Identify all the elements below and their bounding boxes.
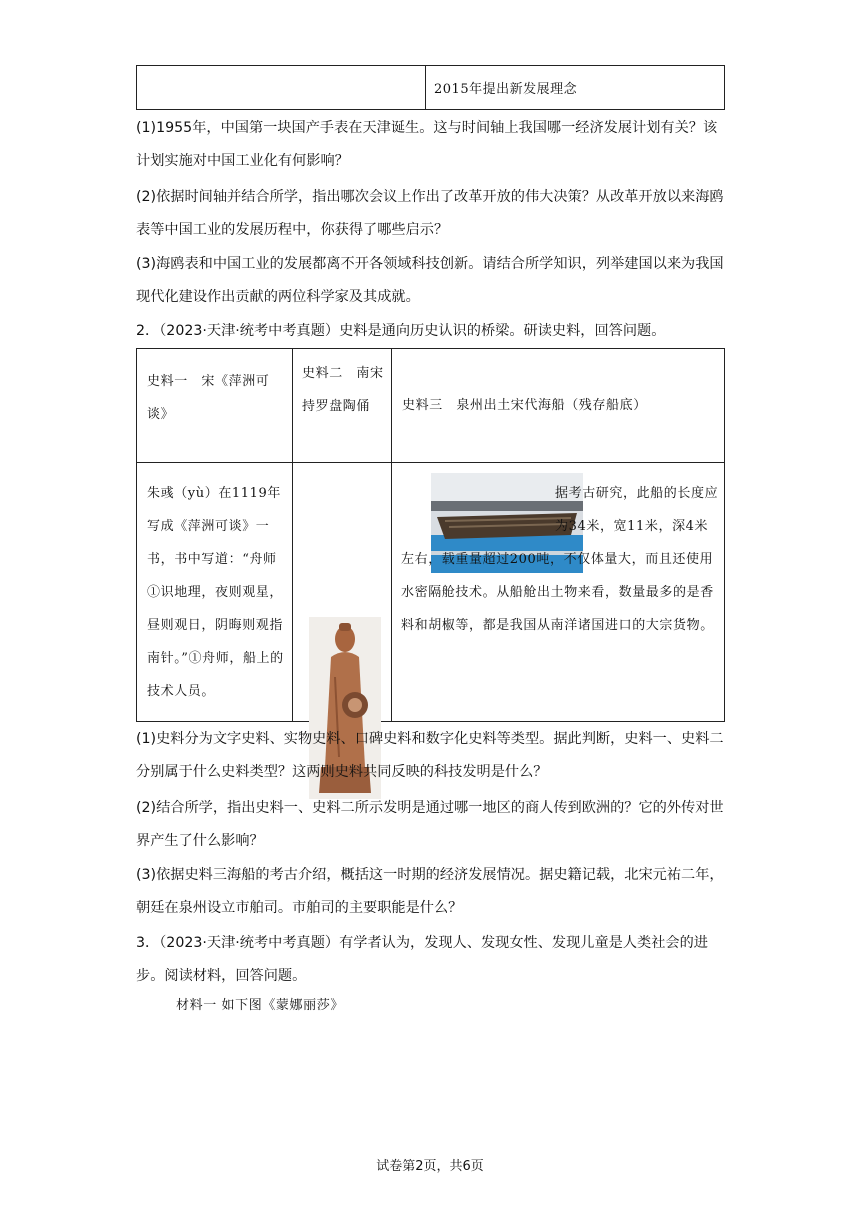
empty-cell: [137, 66, 426, 109]
source-table-body-row: [137, 463, 724, 721]
material-one-label: 材料一 如下图《蒙娜丽莎》: [176, 998, 344, 1013]
q2-part3: (3)依据史料三海船的考古介绍，概括这一时期的经济发展情况。据史籍记载，北宋元祐二年，朝廷在泉州设立市舶司。市舶司的主要职能是什么？: [136, 867, 724, 916]
q2-part1: (1)史料分为文字史料、实物史料、口碑史料和数字化史料等类型。据此判断，史料一、史料二分别属于什么史料类型？这两则史料共同反映的科技发明是什么？: [136, 731, 724, 780]
q1-part1: (1)1955年，中国第一块国产手表在天津诞生。这与时间轴上我国哪一经济发展计划有关？该计划实施对中国工业化有何影响？: [136, 120, 718, 169]
source-table: [136, 348, 725, 722]
source-3-header: 史料三 泉州出土宋代海船（残存船底）: [402, 398, 647, 413]
q2-part2: (2)结合所学，指出史料一、史料二所示发明是通过哪一地区的商人传到欧洲的？它的外传对世界产生了什么影响？: [136, 800, 724, 849]
source-1-text: 朱彧（yù）在1119年写成《萍洲可谈》一书，书中写道：“舟师①识地理，夜则观星，昼则观日，阴晦则观指南针。”①舟师，船上的技术人员。: [147, 486, 284, 699]
timeline-cell: 2015年提出新发展理念: [434, 82, 578, 97]
source-3-text: [401, 477, 719, 642]
source-1-header: 史料一 宋《萍洲可谈》: [147, 374, 270, 422]
page-footer: 试卷第2页，共6页: [376, 1159, 484, 1174]
q3-stem: 3．（2023·天津·统考中考真题）有学者认为，发现人、发现女性、发现儿童是人类社会的进步。阅读材料，回答问题。: [136, 935, 708, 984]
q2-stem: 2．（2023·天津·统考中考真题）史料是通向历史认识的桥梁。研读史料，回答问题。: [136, 323, 666, 339]
source-table-header-row: [137, 349, 724, 463]
timeline-table-fragment: [136, 65, 725, 110]
image-float-spacer: [401, 477, 555, 541]
source-2-header: 史料二 南宋持罗盘陶俑: [302, 366, 384, 414]
q1-part2: (2)依据时间轴并结合所学，指出哪次会议上作出了改革开放的伟大决策？从改革开放以来海鸥表等中国工业的发展历程中，你获得了哪些启示？: [136, 189, 724, 238]
source-3-description: 据考古研究，此船的长度应为34米，宽11米，深4米左右，载重量超过200吨，不仅体量大，而且还使用水密隔舱技术。从船舱出土物来看，数量最多的是香料和胡椒等，都是我国从南洋诸国进口的大宗货物。: [401, 486, 719, 633]
q1-part3: (3)海鸥表和中国工业的发展都离不开各领域科技创新。请结合所学知识，列举建国以来为我国现代化建设作出贡献的两位科学家及其成就。: [136, 256, 724, 305]
